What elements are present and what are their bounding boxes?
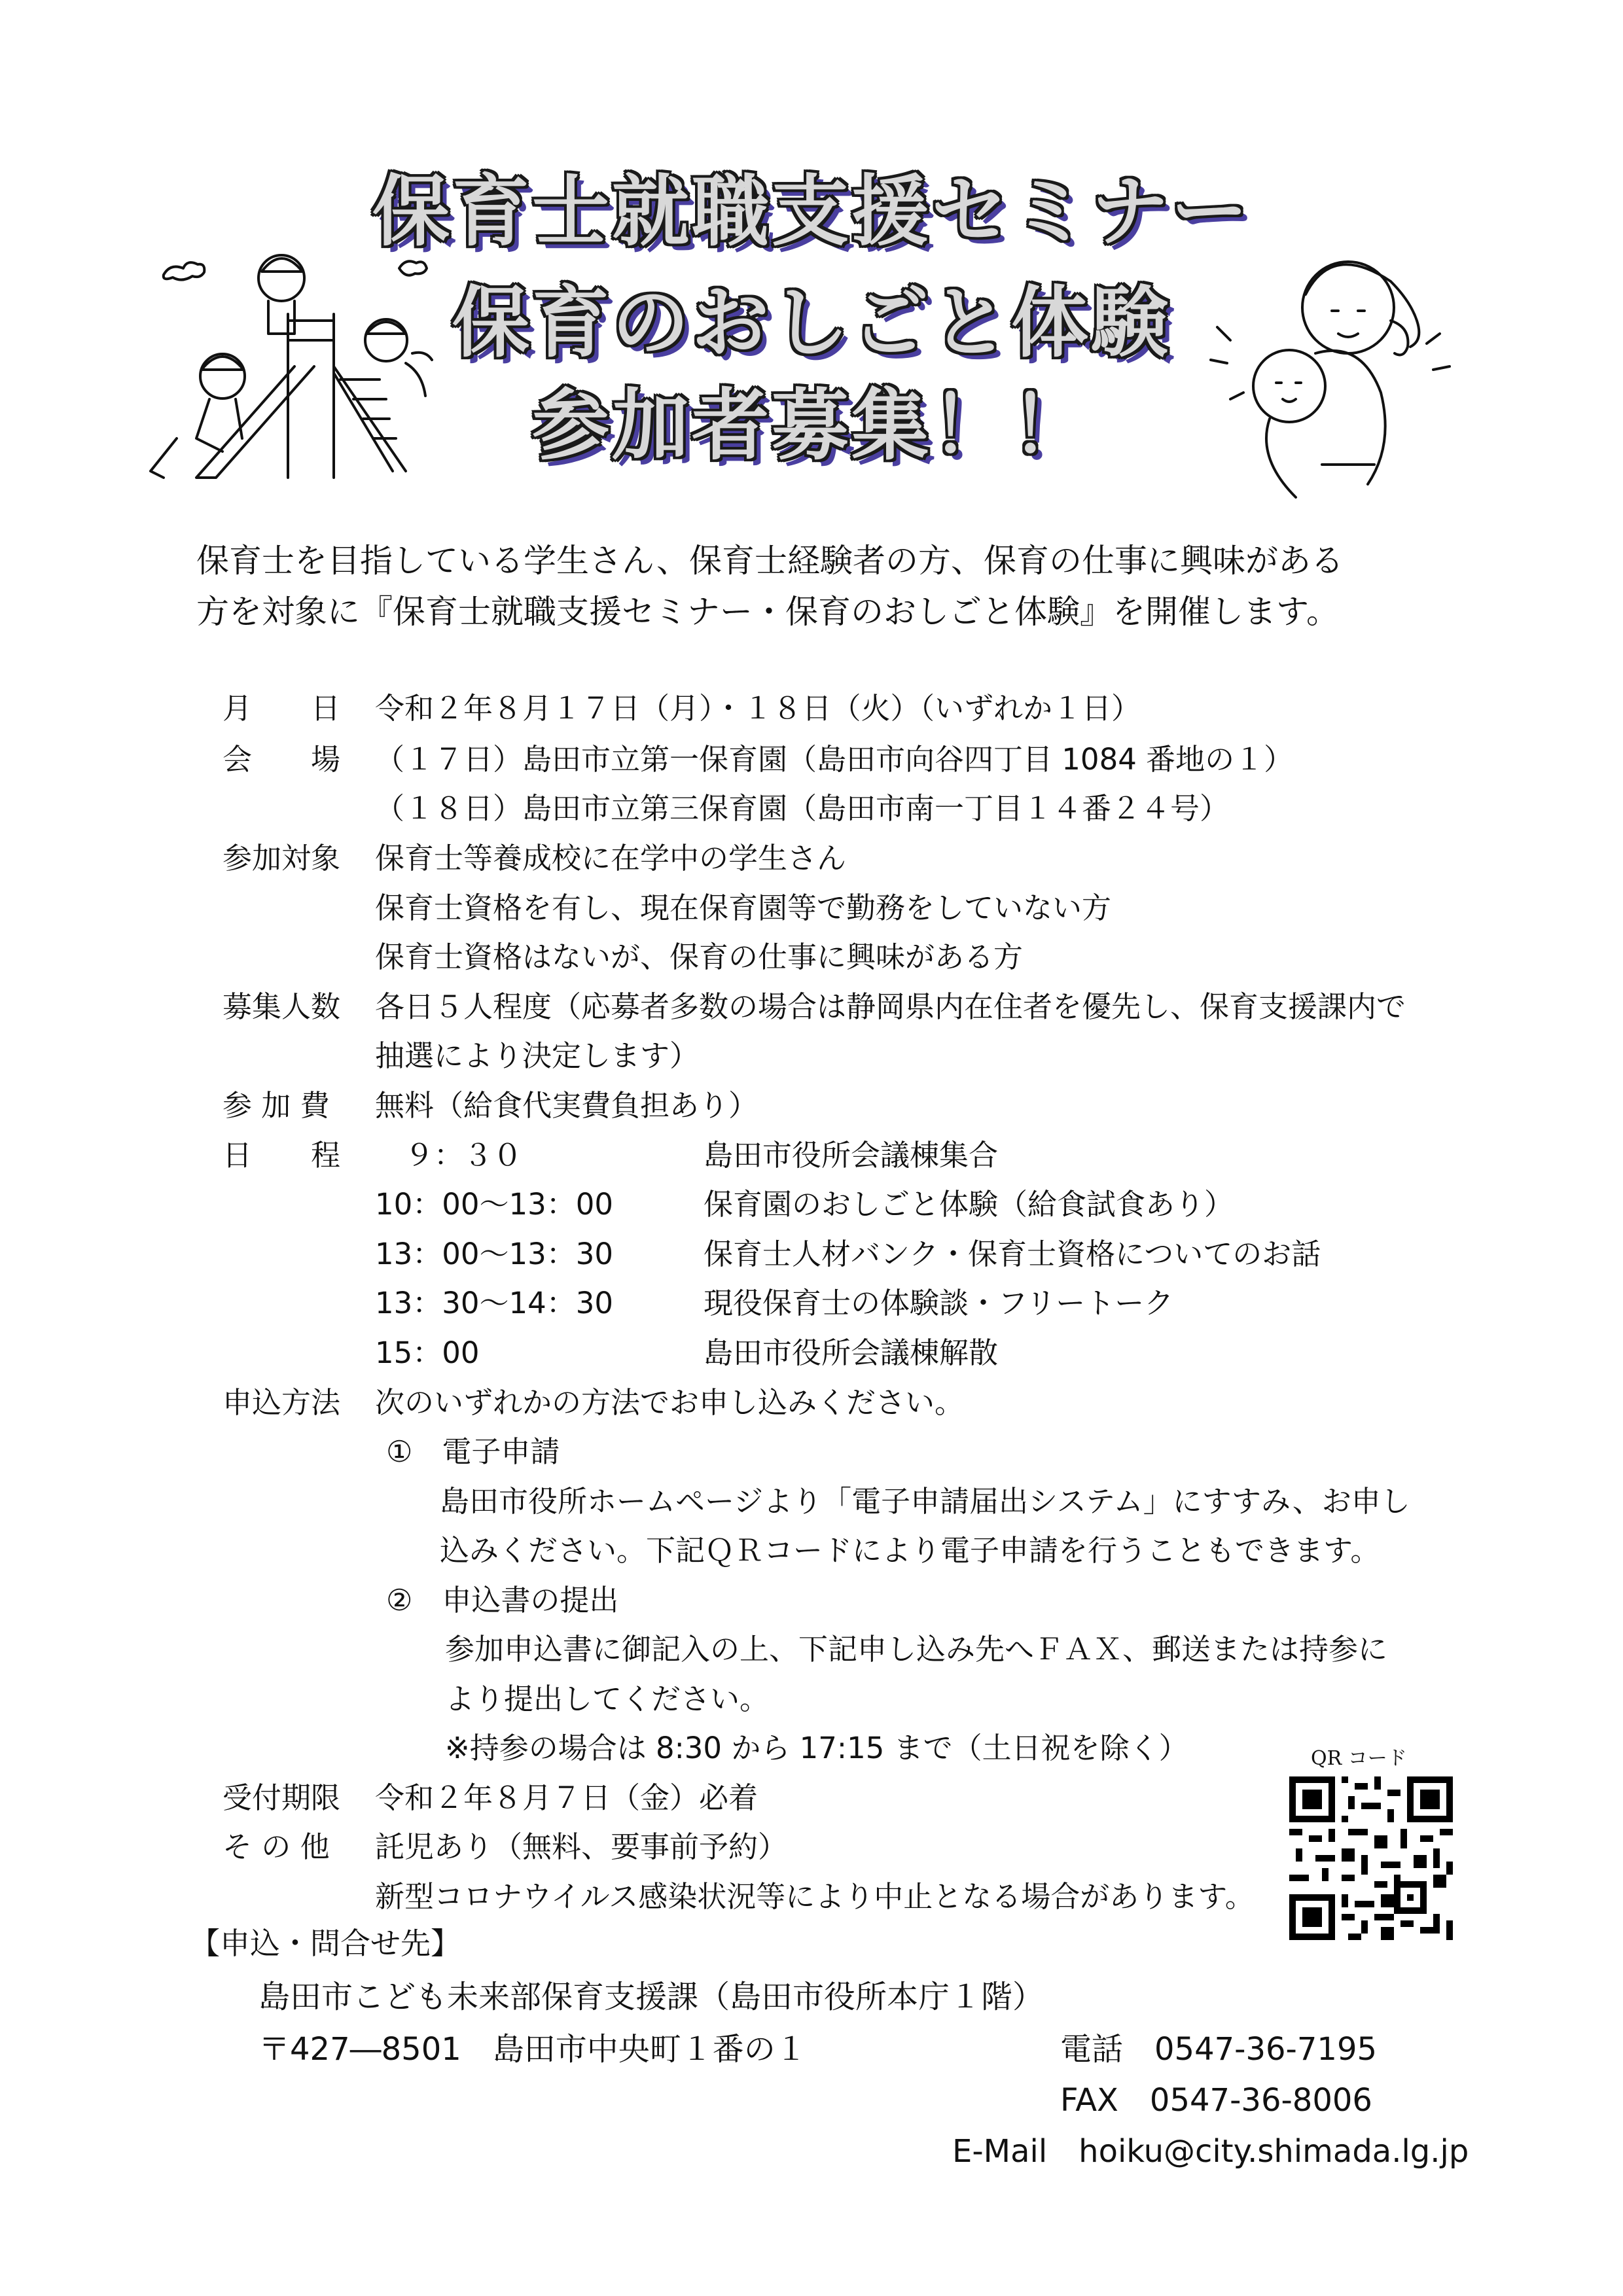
- children-slide-illustration: [137, 242, 445, 504]
- date-value: 令和２年８月１７日（月）・１８日（火）（いずれか１日）: [375, 691, 1141, 726]
- contact-fax: FAX 0547-36-8006: [1060, 2082, 1372, 2119]
- mother-baby-illustration: [1191, 249, 1479, 504]
- contact-tel: 電話 0547-36-7195: [1060, 2031, 1378, 2068]
- venue-line-2: （１８日）島田市立第三保育園（島田市南一丁目１４番２４号）: [375, 791, 1230, 826]
- apply-method-2-title: ② 申込書の提出: [386, 1583, 619, 1617]
- apply-label: 申込方法: [223, 1385, 341, 1420]
- fee-value: 無料（給食代実費負担あり）: [375, 1088, 758, 1123]
- schedule-time-4: 13：30～14：30: [375, 1286, 614, 1320]
- apply-method-2-line-2: より提出してください。: [445, 1682, 770, 1716]
- schedule-time-3: 13：00～13：30: [375, 1237, 614, 1271]
- other-label: そ の 他: [223, 1829, 330, 1864]
- target-line-2: 保育士資格を有し、現在保育園等で勤務をしていない方: [375, 891, 1112, 925]
- schedule-time-2: 10：00～13：00: [375, 1187, 614, 1222]
- schedule-time-1: ９：３０: [375, 1138, 523, 1173]
- contact-email[interactable]: E-Mail hoiku@city.shimada.lg.jp: [952, 2133, 1469, 2170]
- apply-method-2-line-1: 参加申込書に御記入の上、下記申し込み先へＦＡＸ、郵送または持参に: [445, 1632, 1388, 1667]
- apply-method-1-line-1: 島田市役所ホームページより「電子申請届出システム」にすすみ、お申し: [440, 1484, 1410, 1519]
- title-line-1: 保育士就職支援セミナー: [372, 166, 1251, 256]
- intro-line-2: 方を対象に『保育士就職支援セミナー・保育のおしごと体験』を開催します。: [196, 593, 1339, 631]
- venue-label: 会 場: [223, 742, 341, 777]
- target-label: 参加対象: [223, 841, 341, 875]
- target-line-3: 保育士資格はないが、保育の仕事に興味がある方: [375, 940, 1024, 974]
- schedule-desc-4: 現役保育士の体験談・フリートーク: [704, 1286, 1174, 1320]
- contact-department: 島田市こども未来部保育支援課（島田市役所本庁１階）: [259, 1979, 1044, 2015]
- schedule-label: 日 程: [223, 1138, 341, 1173]
- title-line-3: 参加者募集！！: [531, 380, 1091, 470]
- target-line-1: 保育士等養成校に在学中の学生さん: [375, 841, 847, 875]
- apply-method-1-line-2: 込みください。下記ＱＲコードにより電子申請を行うこともできます。: [440, 1533, 1380, 1568]
- contact-heading: 【申込・問合せ先】: [190, 1926, 461, 1961]
- apply-method-1-title: ① 電子申請: [386, 1434, 560, 1469]
- capacity-line-1: 各日５人程度（応募者多数の場合は静岡県内在住者を優先し、保育支援課内で: [375, 989, 1406, 1024]
- apply-method-2-line-3: ※持参の場合は 8:30 から 17:15 まで（土日祝を除く）: [445, 1731, 1188, 1765]
- deadline-value: 令和２年８月７日（金）必着: [375, 1780, 758, 1815]
- fee-label: 参 加 費: [223, 1088, 330, 1123]
- apply-value: 次のいずれかの方法でお申し込みください。: [375, 1385, 965, 1420]
- schedule-desc-2: 保育園のおしごと体験（給食試食あり）: [704, 1187, 1234, 1222]
- venue-line-1: （１７日）島田市立第一保育園（島田市向谷四丁目 1084 番地の１）: [375, 742, 1294, 777]
- date-label: 月 日: [223, 691, 341, 726]
- capacity-line-2: 抽選により決定します）: [375, 1038, 700, 1073]
- schedule-desc-3: 保育士人材バンク・保育士資格についてのお話: [704, 1237, 1321, 1271]
- schedule-desc-5: 島田市役所会議棟解散: [704, 1335, 999, 1370]
- other-line-2: 新型コロナウイルス感染状況等により中止となる場合があります。: [375, 1879, 1255, 1914]
- qr-code[interactable]: [1289, 1776, 1453, 1940]
- contact-address: 〒427―8501 島田市中央町１番の１: [259, 2031, 807, 2068]
- deadline-label: 受付期限: [223, 1780, 341, 1815]
- other-line-1: 託児あり（無料、要事前予約）: [375, 1829, 788, 1864]
- capacity-label: 募集人数: [223, 989, 341, 1024]
- qr-label: QR コード: [1311, 1747, 1407, 1770]
- schedule-time-5: 15：00: [375, 1335, 480, 1370]
- title-line-2: 保育のおしごと体験: [452, 277, 1171, 368]
- schedule-desc-1: 島田市役所会議棟集合: [704, 1138, 999, 1173]
- intro-line-1: 保育士を目指している学生さん、保育士経験者の方、保育の仕事に興味がある: [196, 542, 1344, 580]
